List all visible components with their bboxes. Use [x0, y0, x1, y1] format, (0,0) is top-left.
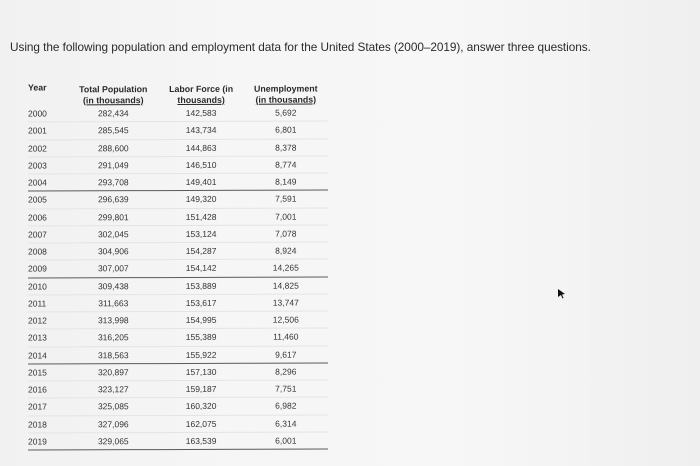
- year-cell: 2005: [28, 191, 68, 208]
- labor-force-cell: 153,124: [159, 225, 244, 243]
- labor-force-cell: 163,539: [159, 432, 244, 450]
- population-cell: 291,049: [68, 156, 159, 174]
- year-cell: 2006: [28, 208, 68, 225]
- table-row: [28, 242, 328, 260]
- population-cell: 299,801: [68, 208, 159, 226]
- table-row: [28, 363, 328, 381]
- unemployment-cell: 7,751: [244, 380, 328, 398]
- table-row: [28, 414, 328, 432]
- unemployment-cell: 8,149: [244, 173, 328, 191]
- year-cell: 2004: [28, 174, 68, 191]
- labor-header-line1: Labor Force (in: [169, 83, 234, 95]
- table-row: [28, 225, 328, 243]
- population-header-line1: Total Population: [79, 84, 148, 95]
- unemployment-cell: 13,747: [244, 294, 328, 312]
- population-cell: 282,434: [68, 105, 159, 122]
- table-row: [28, 294, 328, 312]
- year-cell: 2008: [28, 243, 68, 260]
- labor-force-cell: 146,510: [159, 156, 244, 174]
- unemployment-cell: 14,265: [244, 259, 328, 277]
- labor-force-cell: 151,428: [159, 208, 244, 226]
- population-cell: 327,096: [68, 415, 159, 433]
- labor-force-cell: 160,320: [159, 398, 244, 416]
- unemployment-cell: 12,506: [244, 311, 328, 329]
- population-cell: 318,563: [68, 346, 159, 364]
- unemployment-cell: 6,801: [244, 121, 328, 139]
- labor-force-cell: 162,075: [159, 415, 244, 433]
- labor-force-cell: 157,130: [159, 363, 244, 381]
- unemployment-cell: 7,078: [244, 225, 328, 243]
- table-row: [28, 121, 328, 139]
- table-row: [28, 190, 328, 208]
- year-header-label: Year: [28, 82, 47, 93]
- unemployment-cell: 7,591: [244, 190, 328, 208]
- labor-force-cell: 149,320: [159, 191, 244, 209]
- year-cell: 2000: [28, 105, 68, 122]
- unemployment-cell: 6,001: [244, 432, 328, 450]
- table-row: [28, 311, 328, 329]
- table-row: [28, 380, 328, 398]
- year-column-header: [28, 76, 68, 105]
- unemployment-column-header: [244, 75, 328, 104]
- table-row: [28, 207, 328, 225]
- population-cell: 311,663: [68, 294, 159, 312]
- labor-force-cell: 154,142: [159, 260, 244, 278]
- unemployment-cell: 9,617: [244, 345, 328, 363]
- year-cell: 2018: [28, 415, 68, 432]
- table-row: [28, 156, 328, 174]
- table-row: [28, 345, 328, 363]
- unemployment-cell: 6,982: [244, 397, 328, 415]
- question-prompt: Using the following population and employment data for the United States (2000–2019), answer three questions.: [10, 40, 591, 54]
- table-row: [28, 276, 328, 294]
- unemployment-header-line1: Unemployment: [254, 83, 318, 94]
- population-cell: 304,906: [68, 243, 159, 261]
- population-cell: 296,639: [68, 191, 159, 209]
- year-cell: 2009: [28, 260, 68, 277]
- year-cell: 2002: [28, 139, 68, 156]
- population-cell: 302,045: [68, 225, 159, 243]
- population-cell: 320,897: [68, 363, 159, 381]
- labor-force-cell: 155,922: [159, 346, 244, 364]
- table-row: [28, 138, 328, 156]
- unemployment-cell: 11,460: [244, 328, 328, 346]
- population-header-line2: (in thousands): [83, 94, 144, 105]
- unemployment-cell: 8,924: [244, 242, 328, 260]
- labor-header-line2: thousands): [177, 94, 225, 105]
- table-header-row: [28, 75, 328, 105]
- labor-force-cell: 149,401: [159, 173, 244, 191]
- unemployment-cell: 14,825: [244, 276, 328, 294]
- population-cell: 293,708: [68, 174, 159, 192]
- table-body: [28, 104, 328, 450]
- labor-force-cell: 154,287: [159, 242, 244, 260]
- year-cell: 2013: [28, 329, 68, 346]
- table-row: [28, 259, 328, 277]
- year-cell: 2017: [28, 398, 68, 415]
- unemployment-cell: 7,001: [244, 207, 328, 225]
- year-cell: 2012: [28, 312, 68, 329]
- year-cell: 2007: [28, 226, 68, 243]
- table-row: [28, 397, 328, 415]
- unemployment-cell: 5,692: [244, 104, 328, 121]
- year-cell: 2016: [28, 381, 68, 398]
- table-header: [28, 75, 328, 105]
- population-cell: 285,545: [68, 122, 159, 140]
- labor-force-cell: 154,995: [159, 311, 244, 329]
- labor-force-cell: 143,734: [159, 122, 244, 140]
- labor-force-cell: 153,889: [159, 277, 244, 295]
- population-cell: 323,127: [68, 381, 159, 399]
- unemployment-cell: 8,296: [244, 363, 328, 381]
- population-cell: 325,085: [68, 398, 159, 416]
- population-column-header: [68, 76, 159, 105]
- population-employment-table: [28, 75, 328, 450]
- unemployment-cell: 8,378: [244, 138, 328, 156]
- year-cell: 2015: [28, 364, 68, 381]
- labor-force-cell: 144,863: [159, 139, 244, 157]
- year-cell: 2003: [28, 157, 68, 174]
- year-cell: 2011: [28, 295, 68, 312]
- population-cell: 307,007: [68, 260, 159, 278]
- population-cell: 329,065: [68, 432, 159, 450]
- table-row: [28, 104, 328, 122]
- table-row: [28, 328, 328, 346]
- population-cell: 288,600: [68, 139, 159, 157]
- unemployment-cell: 6,314: [244, 414, 328, 432]
- unemployment-header-line2: (in thousands): [255, 94, 317, 105]
- population-cell: 316,205: [68, 329, 159, 347]
- population-cell: 313,998: [68, 312, 159, 330]
- table-row: [28, 173, 328, 191]
- unemployment-cell: 8,774: [244, 156, 328, 174]
- mouse-cursor-icon: [558, 289, 566, 299]
- labor-force-cell: 153,617: [159, 294, 244, 312]
- year-cell: 2014: [28, 346, 68, 363]
- year-cell: 2010: [28, 277, 68, 294]
- year-cell: 2001: [28, 122, 68, 139]
- labor-force-cell: 159,187: [159, 380, 244, 398]
- labor-force-cell: 155,389: [159, 329, 244, 347]
- labor-force-column-header: [159, 76, 244, 105]
- labor-force-cell: 142,583: [159, 105, 244, 122]
- year-cell: 2019: [28, 433, 68, 450]
- population-cell: 309,438: [68, 277, 159, 295]
- table-row: [28, 432, 328, 450]
